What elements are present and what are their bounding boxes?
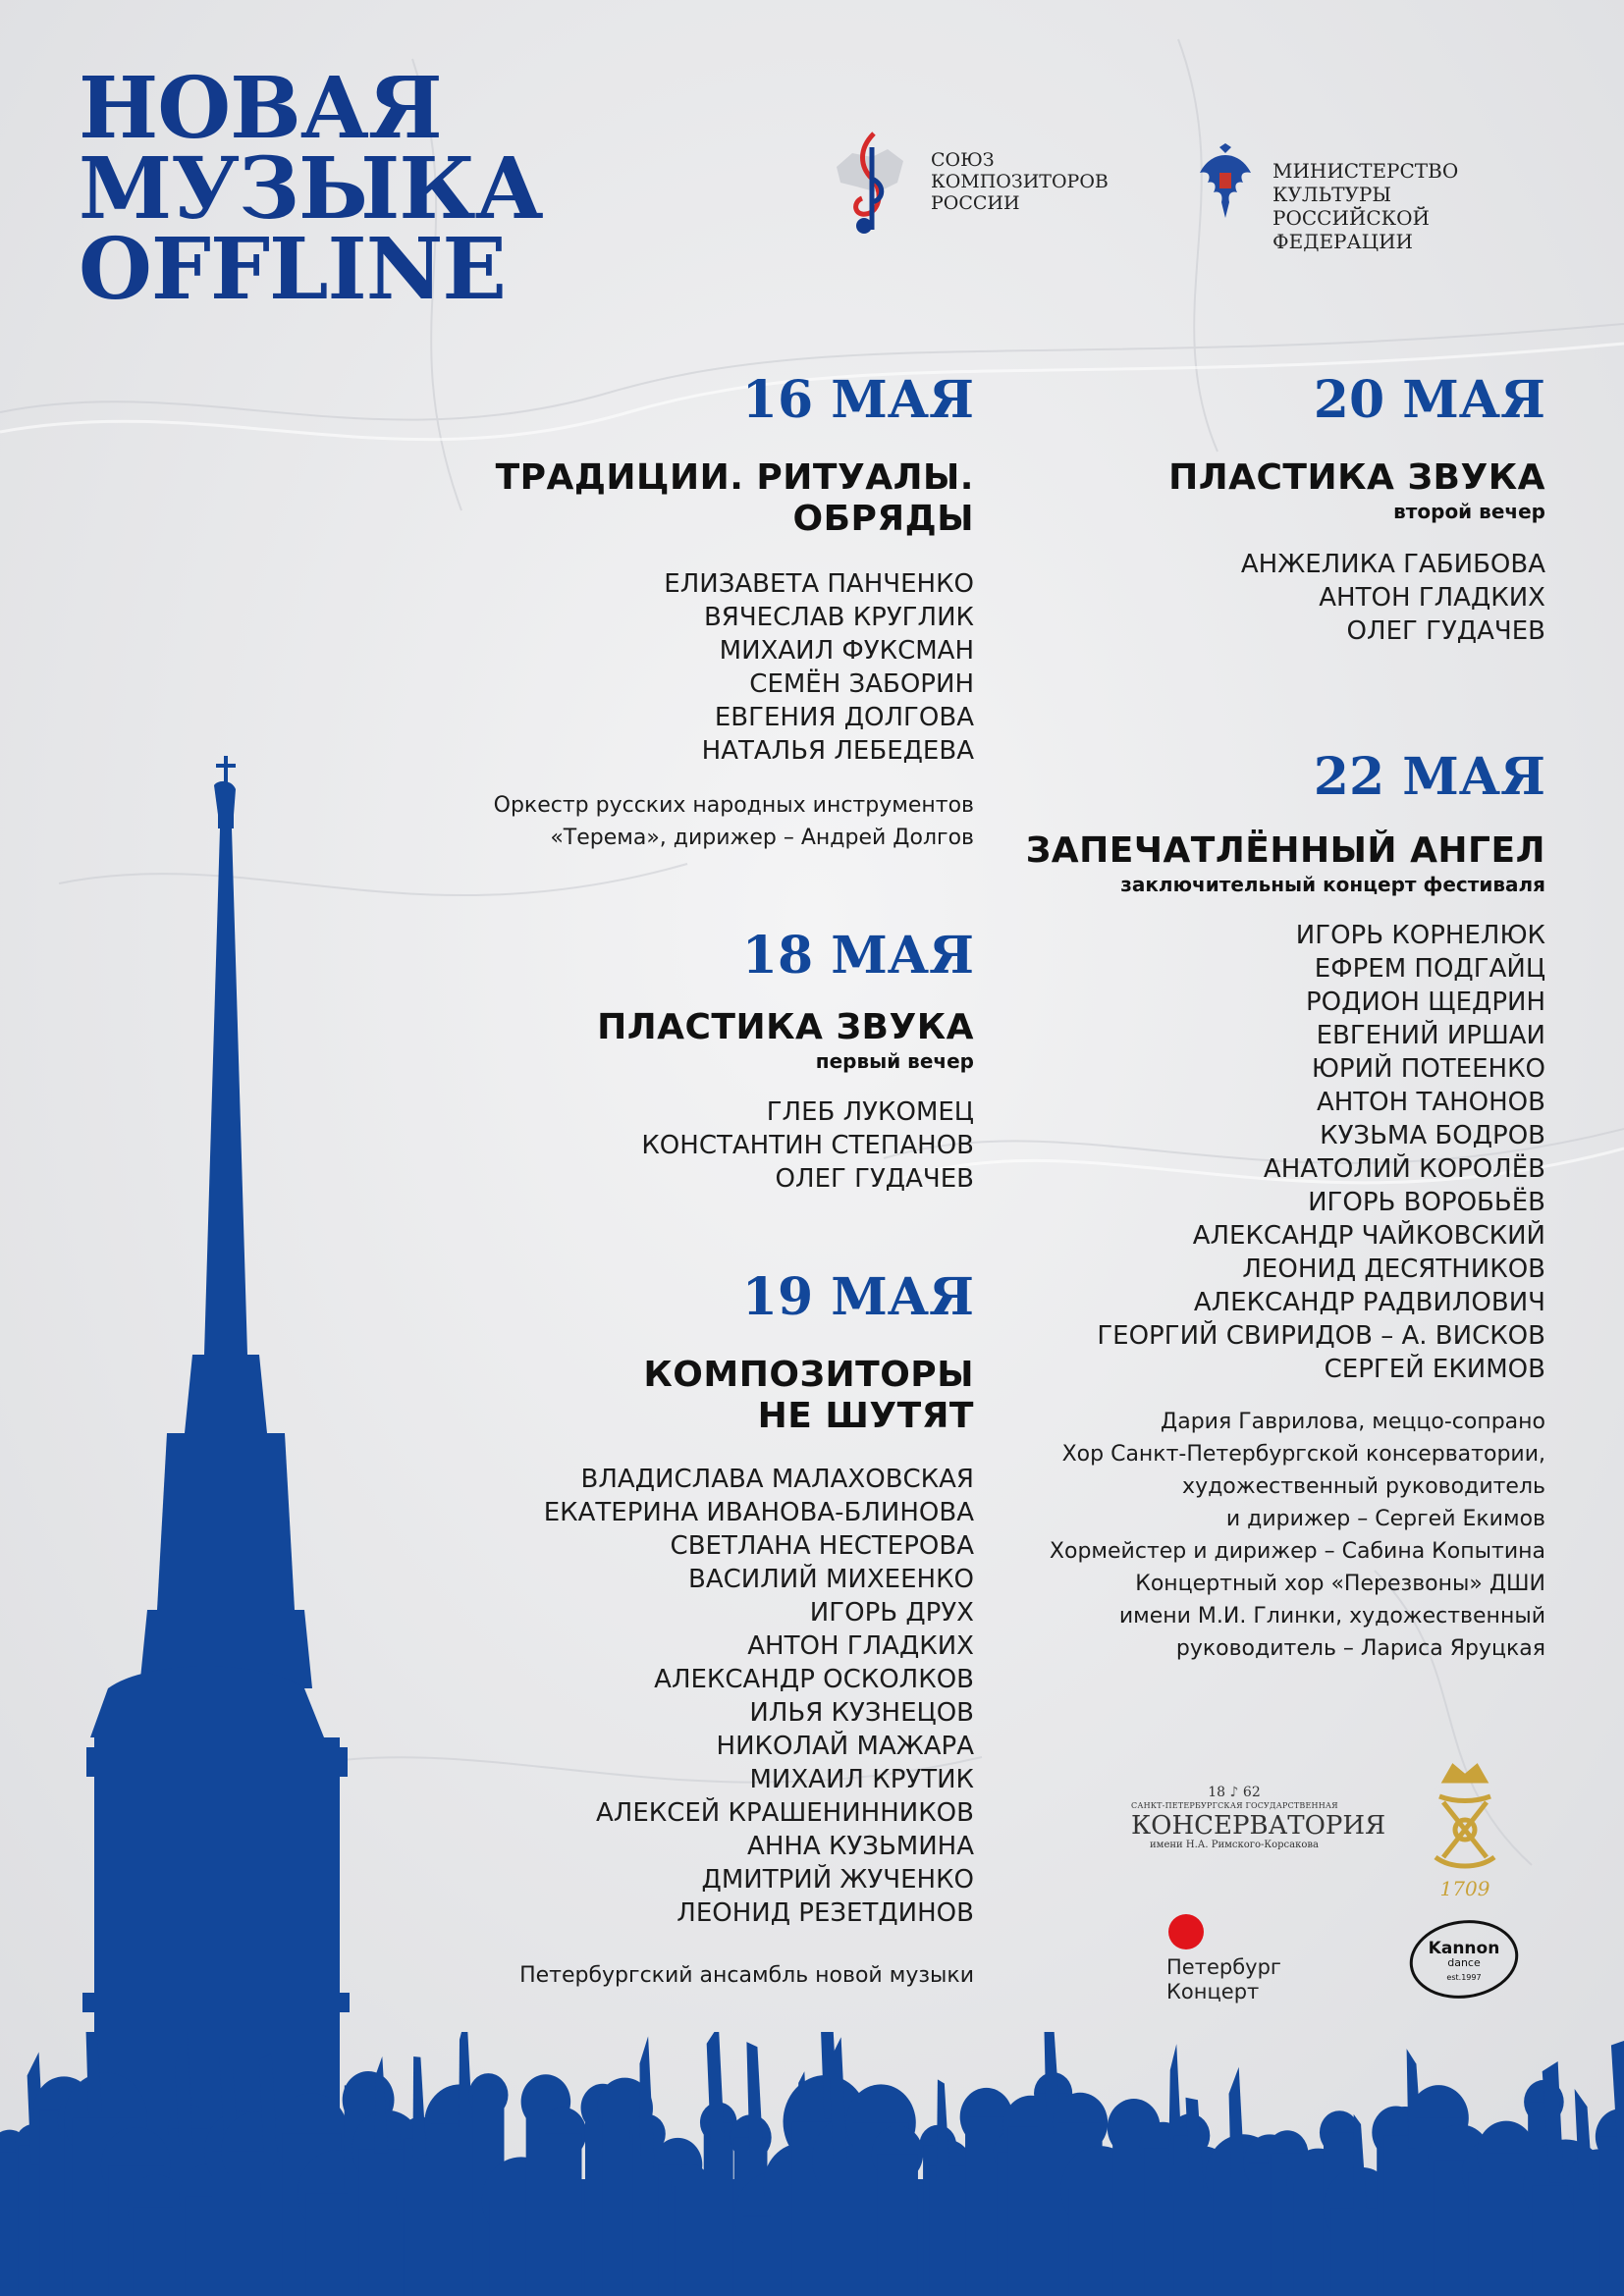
kannon-name: Kannon <box>1428 1939 1500 1958</box>
performer: Хор Санкт-Петербургской консерватории, <box>1061 1442 1545 1467</box>
composer: ЕЛИЗАВЕТА ПАНЧЕНКО <box>664 569 974 599</box>
composers-20 <box>937 548 1545 648</box>
red-dot-icon <box>1168 1914 1204 1949</box>
title-line-2: МУЗЫКА <box>79 139 543 239</box>
composer: ЕКАТЕРИНА ИВАНОВА-БЛИНОВА <box>543 1498 974 1527</box>
concert-18-subtitle: первый вечер <box>815 1049 974 1073</box>
composer: АЛЕКСАНДР РАДВИЛОВИЧ <box>1193 1288 1545 1317</box>
kannon-sub: dance <box>1447 1956 1481 1969</box>
festival-title <box>79 59 543 319</box>
performer: Оркестр русских народных инструментов <box>493 793 974 818</box>
ministry-logo <box>1198 143 1551 253</box>
composer: ДМИТРИЙ ЖУЧЕНКО <box>701 1865 974 1895</box>
composer: ЛЕОНИД ДЕСЯТНИКОВ <box>1242 1255 1545 1284</box>
union-line-1: СОЮЗ <box>931 149 995 171</box>
concert-20-title: ПЛАСТИКА ЗВУКА <box>1168 457 1545 498</box>
composer: АНТОН ТАНОНОВ <box>1316 1088 1545 1117</box>
date-19: 19 МАЯ <box>741 1267 974 1327</box>
eagle-crest-icon <box>1198 143 1253 218</box>
concert-18 <box>267 927 974 1196</box>
composer: АЛЕКСАНДР ОСКОЛКОВ <box>654 1665 974 1694</box>
composers-19 <box>267 1463 974 1930</box>
performer: руководитель – Лариса Яруцкая <box>1175 1636 1545 1661</box>
composer: ИГОРЬ ВОРОБЬЁВ <box>1308 1188 1545 1217</box>
composer: НИКОЛАЙ МАЖАРА <box>716 1732 974 1761</box>
performer: и дирижер – Сергей Екимов <box>1225 1507 1545 1531</box>
concert-22 <box>937 748 1545 1665</box>
composers-18 <box>267 1095 974 1196</box>
conservatory-year-b: 62 <box>1242 1785 1261 1800</box>
performer: Хормейстер и дирижер – Сабина Копытина <box>1049 1539 1545 1564</box>
conservatory-line-2: КОНСЕРВАТОРИЯ <box>1131 1811 1386 1841</box>
union-line-3: РОССИИ <box>931 192 1020 214</box>
conservatory-year-a: 18 <box>1208 1785 1226 1800</box>
performers-19: Петербургский ансамбль новой музыки <box>519 1963 974 1988</box>
date-20: 20 МАЯ <box>1313 370 1545 430</box>
composer: АНТОН ГЛАДКИХ <box>747 1631 974 1661</box>
composer: КУЗЬМА БОДРОВ <box>1320 1121 1545 1150</box>
ministry-line-2: РОССИЙСКОЙ ФЕДЕРАЦИИ <box>1272 206 1430 253</box>
gold-crest-logo <box>1426 1763 1504 1898</box>
composer: СЕМЁН ЗАБОРИН <box>749 669 974 699</box>
peterburg-line-2: Концерт <box>1166 1980 1260 2003</box>
date-16: 16 МАЯ <box>741 370 974 430</box>
composer: АННА КУЗЬМИНА <box>747 1832 974 1861</box>
composer: ИЛЬЯ КУЗНЕЦОВ <box>749 1698 974 1728</box>
concert-16-title <box>267 457 974 540</box>
performer: имени М.И. Глинки, художественный <box>1118 1604 1545 1629</box>
peterburg-koncert-logo <box>1166 1914 1324 2002</box>
concert-19-title <box>267 1355 974 1437</box>
composer: ЮРИЙ ПОТЕЕНКО <box>1311 1054 1545 1084</box>
performers-22 <box>937 1406 1545 1665</box>
composer: ОЛЕГ ГУДАЧЕВ <box>1346 616 1545 646</box>
kannon-est: est.1997 <box>1446 1973 1482 1982</box>
composer: КОНСТАНТИН СТЕПАНОВ <box>641 1131 974 1160</box>
composer: ЛЕОНИД РЕЗЕТДИНОВ <box>677 1898 974 1928</box>
title-line: ОБРЯДЫ <box>792 499 974 539</box>
kannon-dance-logo <box>1406 1916 1522 2002</box>
composers-22 <box>937 919 1545 1386</box>
composer: СВЕТЛАНА НЕСТЕРОВА <box>670 1531 974 1561</box>
title-line: ТРАДИЦИИ. РИТУАЛЫ. <box>495 457 974 498</box>
composer: ИГОРЬ ДРУХ <box>809 1598 974 1628</box>
date-22: 22 МАЯ <box>1313 747 1545 807</box>
composer: ЕВГЕНИЯ ДОЛГОВА <box>714 703 974 732</box>
composer: ИГОРЬ КОРНЕЛЮК <box>1295 921 1545 950</box>
composer: АНАТОЛИЙ КОРОЛЁВ <box>1263 1154 1545 1184</box>
concert-22-subtitle: заключительный концерт фестиваля <box>1120 873 1545 896</box>
performer: Концертный хор «Перезвоны» ДШИ <box>1135 1572 1545 1596</box>
crest-year: 1709 <box>1439 1877 1490 1900</box>
performer: «Терема», дирижер – Андрей Долгов <box>550 826 974 850</box>
crown-monogram-icon <box>1426 1763 1504 1873</box>
concert-18-title: ПЛАСТИКА ЗВУКА <box>597 1007 974 1047</box>
composer: ЕФРЕМ ПОДГАЙЦ <box>1314 954 1545 984</box>
composer: ГЕОРГИЙ СВИРИДОВ – А. ВИСКОВ <box>1097 1321 1545 1351</box>
treble-clef-logo-icon <box>833 128 911 236</box>
composers-union-logo <box>833 128 1127 236</box>
peterburg-line-1: Петербург <box>1166 1955 1281 1979</box>
composer: СЕРГЕЙ ЕКИМОВ <box>1324 1355 1545 1384</box>
conservatory-line-1: САНКТ-ПЕТЕРБУРГСКАЯ ГОСУДАРСТВЕННАЯ <box>1131 1801 1338 1810</box>
title-line-1: НОВАЯ <box>79 59 442 158</box>
composer: ОЛЕГ ГУДАЧЕВ <box>775 1164 974 1194</box>
conservatory-logo <box>1131 1785 1386 1878</box>
composer: МИХАИЛ ФУКСМАН <box>719 636 974 666</box>
concert-20-subtitle: второй вечер <box>1393 500 1545 523</box>
date-18: 18 МАЯ <box>741 926 974 986</box>
performer: художественный руководитель <box>1182 1474 1545 1499</box>
ministry-line-1: МИНИСТЕРСТВО КУЛЬТУРЫ <box>1272 159 1459 206</box>
composer: ВАСИЛИЙ МИХЕЕНКО <box>688 1565 974 1594</box>
composer: НАТАЛЬЯ ЛЕБЕДЕВА <box>701 736 974 766</box>
concert-19 <box>267 1268 974 1992</box>
crowd-silhouette <box>0 2032 1624 2296</box>
concert-16 <box>267 371 974 854</box>
composer: ВЛАДИСЛАВА МАЛАХОВСКАЯ <box>580 1465 974 1494</box>
concert-20 <box>937 371 1545 648</box>
title-line-3: OFFLINE <box>79 220 506 319</box>
composer: ГЛЕБ ЛУКОМЕЦ <box>766 1097 974 1127</box>
composer: АЛЕКСЕЙ КРАШЕНИННИКОВ <box>596 1798 974 1828</box>
title-line: КОМПОЗИТОРЫ <box>643 1355 974 1395</box>
composer: АНТОН ГЛАДКИХ <box>1319 583 1545 613</box>
performer: Дария Гаврилова, меццо-сопрано <box>1161 1410 1545 1434</box>
union-line-2: КОМПОЗИТОРОВ <box>931 171 1109 192</box>
conservatory-line-3: имени Н.А. Римского-Корсакова <box>1150 1840 1319 1850</box>
composer: ВЯЧЕСЛАВ КРУГЛИК <box>703 603 974 632</box>
composer: МИХАИЛ КРУТИК <box>749 1765 974 1794</box>
composer: АЛЕКСАНДР ЧАЙКОВСКИЙ <box>1192 1221 1545 1251</box>
concert-22-title: ЗАПЕЧАТЛЁННЫЙ АНГЕЛ <box>1025 830 1545 871</box>
composer: РОДИОН ЩЕДРИН <box>1305 988 1545 1017</box>
lyre-icon: ♪ <box>1229 1785 1239 1800</box>
performers-16 <box>267 789 974 854</box>
composer: АНЖЕЛИКА ГАБИБОВА <box>1240 550 1545 579</box>
composers-16 <box>267 567 974 768</box>
title-line: НЕ ШУТЯТ <box>757 1396 974 1436</box>
composer: ЕВГЕНИЙ ИРШАИ <box>1316 1021 1545 1050</box>
